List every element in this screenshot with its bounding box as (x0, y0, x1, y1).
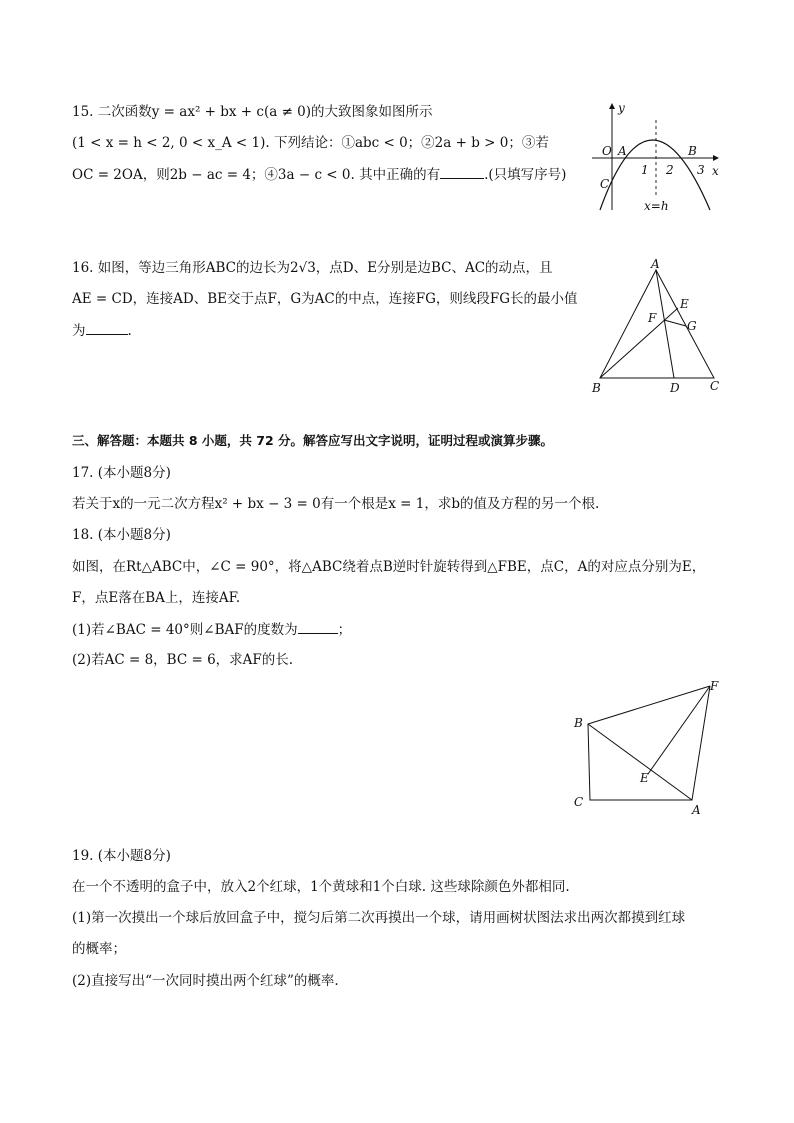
q17-body: 若关于x的一元二次方程x² + bx − 3 = 0有一个根是x = 1，求b的值及方程的另一个根. (72, 496, 600, 512)
q16-label-b: B (592, 381, 601, 395)
q16-label-a: A (651, 258, 660, 271)
q18-rotation-figure (568, 676, 728, 820)
q18-line2: F，点E落在BA上，连接AF. (72, 590, 241, 606)
q15-tick-2: 2 (666, 163, 674, 177)
q16-triangle-figure (588, 258, 728, 398)
q18-part1-tail: ； (337, 622, 352, 638)
q18-label-b: B (574, 716, 583, 730)
q15-parabola-figure (590, 98, 730, 218)
q15-x-label: x (712, 164, 719, 178)
q16-segment-fg (664, 320, 686, 326)
q16-label-f: F (648, 311, 657, 325)
q15-origin-label: O (602, 144, 612, 158)
q15-point-a-label: A (618, 144, 627, 158)
q19-part1-line2: 的概率； (72, 941, 126, 957)
q15-line2: (1 < x = h < 2, 0 < x_A < 1). 下列结论：①abc < 0；②2a + b > 0；③若 (72, 135, 549, 151)
q16-line3-tail: . (127, 323, 132, 339)
q15-line3-tail: .(只填写序号) (484, 167, 567, 183)
q18-label-e: E (640, 771, 649, 785)
q16-label-g: G (687, 319, 697, 333)
q15-line3-text: OC = 2OA，则2b − ac = 4；④3a − c < 0. 其中正确的有 (72, 167, 441, 183)
q16-answer-blank (86, 320, 128, 335)
q18-answer-blank (298, 619, 338, 634)
q17-title: 17. (本小题8分) (72, 465, 171, 481)
q19-line1: 在一个不透明的盒子中，放入2个红球，1个黄球和1个白球. 这些球除颜色外都相同. (72, 879, 570, 895)
q16-line3 (72, 320, 132, 341)
q18-label-a: A (692, 803, 701, 817)
q15-tick-3: 3 (697, 163, 705, 177)
q15-line3 (72, 164, 566, 185)
q16-line1: 16. 如图，等边三角形ABC的边长为2√3，点D、E分别是边BC、AC的动点，且 (72, 260, 553, 276)
q18-part1-text: (1)若∠BAC = 40°则∠BAF的度数为 (72, 622, 298, 638)
q19-part1-line1: (1)第一次摸出一个球后放回盒子中，搅匀后第二次再摸出一个球，请用画树状图法求出两次都摸到红球 (72, 910, 686, 926)
q15-answer-blank (440, 164, 484, 179)
q18-label-f: F (710, 679, 719, 693)
q15-axis-label: x=h (644, 199, 669, 213)
q16-label-e: E (680, 297, 689, 311)
q15-point-b-label: B (688, 144, 697, 158)
q15-y-label: y (618, 101, 625, 115)
q18-segment-fe (648, 686, 710, 774)
q16-triangle-abc (600, 270, 714, 378)
q18-label-c: C (574, 795, 584, 809)
q18-segment-ba (588, 724, 692, 800)
q16-line2: AE = CD，连接AD、BE交于点F，G为AC的中点，连接FG，则线段FG长的最小值 (72, 291, 578, 307)
q16-label-d: D (670, 381, 680, 395)
q18-part1 (72, 619, 351, 640)
q18-segment-bcaf (588, 686, 710, 800)
q16-line3-text: 为 (72, 323, 86, 339)
q18-part2: (2)若AC = 8，BC = 6，求AF的长. (72, 652, 294, 668)
q18-line1: 如图，在Rt△ABC中，∠C = 90°，将△ABC绕着点B逆时针旋转得到△FBE，点C，A的对应点分别为E， (72, 559, 706, 575)
q19-part2: (2)直接写出“一次同时摸出两个红球”的概率. (72, 973, 339, 989)
q15-tick-1: 1 (641, 163, 649, 177)
q18-title: 18. (本小题8分) (72, 527, 171, 543)
q16-label-c: C (710, 379, 720, 393)
q15-line1: 15. 二次函数y = ax² + bx + c(a ≠ 0)的大致图象如图所示 (72, 104, 433, 120)
q19-title: 19. (本小题8分) (72, 848, 171, 864)
section-3-heading: 三、解答题：本题共 8 小题，共 72 分。解答应写出文字说明，证明过程或演算步骤。 (72, 433, 554, 448)
q15-point-c-label: C (600, 177, 610, 191)
q16-segment-be (600, 308, 678, 378)
